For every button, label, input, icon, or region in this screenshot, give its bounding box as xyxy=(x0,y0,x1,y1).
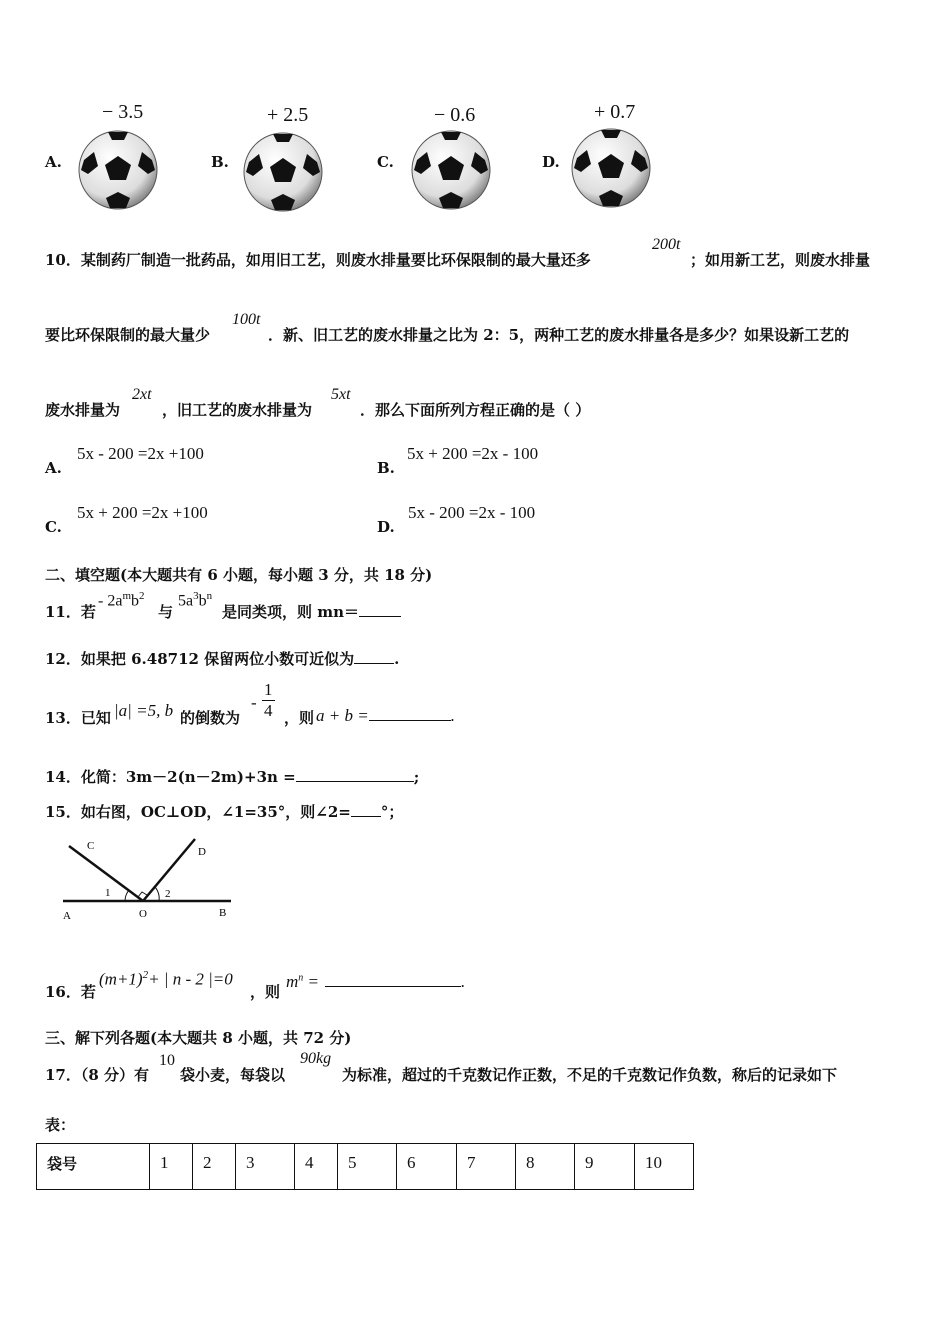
question-15 xyxy=(45,801,403,822)
q16-then: ，则 xyxy=(250,983,281,1001)
q11-exp3: 3 xyxy=(193,590,199,602)
question-14: 14．化简：3m－2(n－2m)+3n = ; xyxy=(45,768,420,786)
q13-expr-text: a + b = xyxy=(316,706,369,725)
option-c-label: C. xyxy=(377,153,394,171)
q12-answer-blank[interactable] xyxy=(354,649,394,664)
q10-option-c-eq: 5x + 200 =2x +100 xyxy=(77,503,208,522)
q10-sup1: 200t xyxy=(652,236,681,253)
label-d: D xyxy=(198,846,206,858)
q17-prefix: 17．（8 分）有 xyxy=(45,1066,150,1084)
table-row xyxy=(37,1144,694,1190)
q11-prefix: 11．若 xyxy=(45,603,96,621)
q13-mid: 的倒数为 xyxy=(180,709,241,727)
q11-term1-base: - 2a xyxy=(98,592,123,610)
option-d-label: D. xyxy=(542,153,560,171)
option-c-value: − 0.6 xyxy=(434,104,476,126)
label-1: 1 xyxy=(105,887,111,899)
option-d-value: + 0.7 xyxy=(594,101,636,123)
table-cell: 2 xyxy=(193,1144,236,1190)
q10-line1-a: 10．某制药厂制造一批药品，如用旧工艺，则废水排量要比环保限制的最大量还多 xyxy=(45,251,591,269)
q11-term2 xyxy=(178,590,212,610)
soccer-ball-icon xyxy=(411,130,491,210)
option-a-label: A. xyxy=(45,153,62,171)
table-cell: 6 xyxy=(397,1144,457,1190)
table-cell: 8 xyxy=(516,1144,575,1190)
table-cell: 9 xyxy=(575,1144,635,1190)
q10-option-b-label: B. xyxy=(377,459,395,477)
q11-exp4: n xyxy=(206,590,213,602)
soccer-ball-icon xyxy=(78,130,158,210)
q17-line2: 表： xyxy=(45,1116,76,1134)
table-cell: 1 xyxy=(150,1144,193,1190)
q10-line3-a: 废水排量为 xyxy=(45,401,121,419)
soccer-ball-icon xyxy=(571,128,651,208)
label-2: 2 xyxy=(165,888,171,900)
q13-numerator: 1 xyxy=(264,680,273,699)
q11-answer-blank[interactable] xyxy=(359,602,401,617)
label-a: A xyxy=(63,910,71,922)
table-cell: 3 xyxy=(236,1144,295,1190)
question-12: 12．如果把 6.48712 保留两位小数可近似为 . xyxy=(45,650,400,668)
q10-option-c-label: C. xyxy=(45,518,62,536)
q10-sup3: 2xt xyxy=(132,386,152,403)
angle-2-arc xyxy=(155,887,159,901)
q11-b2: b xyxy=(198,592,207,610)
q13-neg: - xyxy=(251,693,257,712)
table-cell: 7 xyxy=(457,1144,516,1190)
q10-option-a-label: A. xyxy=(45,459,62,477)
q13-abs: |a| =5, b xyxy=(114,701,174,720)
q16-expr-a: (m+1) xyxy=(99,969,143,989)
q14-answer-blank[interactable] xyxy=(296,767,414,782)
section-3-heading: 三、解下列各题(本大题共 8 小题，共 72 分) xyxy=(45,1029,352,1047)
q11-term1 xyxy=(98,590,145,610)
option-a-value: − 3.5 xyxy=(102,101,144,123)
label-b: B xyxy=(219,907,227,919)
q17-rest: 为标准，超过的千克数记作正数，不足的千克数记作负数，称后的记录如下 xyxy=(342,1066,838,1084)
q10-line2-b: ．新、旧工艺的废水排量之比为 2：5，两种工艺的废水排量各是多少？如果设新工艺的 xyxy=(268,326,850,344)
q11-exp2: 2 xyxy=(139,590,145,602)
q16-expr-b: + | n - 2 |=0 xyxy=(148,969,233,989)
q16-n: n xyxy=(298,972,304,984)
q15-end: °； xyxy=(380,803,404,821)
q13-expr: a + b = . xyxy=(316,706,455,725)
q11-term2-base: 5a xyxy=(178,592,194,610)
q10-option-d-label: D. xyxy=(377,518,395,536)
q16-power: $m^n$ = . xyxy=(286,972,466,991)
q10-sup2: 100t xyxy=(232,311,261,328)
table-cell: 10 xyxy=(635,1144,694,1190)
q17-sup2: 90kg xyxy=(300,1050,332,1067)
q16-eq: = xyxy=(307,972,320,991)
table-cell: 5 xyxy=(338,1144,397,1190)
q13-then: ，则 xyxy=(284,709,315,727)
q16-square: 2 xyxy=(142,969,149,981)
q16-answer-blank[interactable] xyxy=(325,972,461,987)
q12-text: 12．如果把 6.48712 保留两位小数可近似为 xyxy=(45,650,355,668)
q10-line2-a: 要比环保限制的最大量少 xyxy=(45,326,211,344)
q10-sup4: 5xt xyxy=(331,386,351,403)
label-o: O xyxy=(139,908,147,920)
q15-text: 15．如右图，OC⊥OD，∠1=35°，则∠2= xyxy=(45,803,351,821)
q10-option-a-eq: 5x - 200 =2x +100 xyxy=(77,444,204,463)
bag-table xyxy=(36,1143,694,1190)
q10-line3-b: ，旧工艺的废水排量为 xyxy=(162,401,313,419)
option-b-label: B. xyxy=(211,153,229,171)
section-2-heading: 二、填空题(本大题共有 6 小题，每小题 3 分，共 18 分) xyxy=(45,566,433,584)
table-header-cell: 袋号 xyxy=(37,1144,150,1190)
q10-option-b-eq: 5x + 200 =2x - 100 xyxy=(407,444,539,463)
q16-prefix: 16．若 xyxy=(45,983,96,1001)
q13-fraction xyxy=(262,680,275,721)
option-b-value: + 2.5 xyxy=(267,104,309,126)
q16-m: m xyxy=(286,972,299,991)
q17-mid: 袋小麦，每袋以 xyxy=(180,1066,286,1084)
q13-answer-blank[interactable] xyxy=(369,706,451,721)
angle-1-arc xyxy=(125,890,129,901)
q11-suffix xyxy=(222,601,401,622)
table-cell: 4 xyxy=(295,1144,338,1190)
q14-text: 14．化简：3m－2(n－2m)+3n = xyxy=(45,768,296,786)
q17-sup1: 10 xyxy=(159,1052,175,1069)
label-c: C xyxy=(87,840,95,852)
q11-end: 是同类项，则 mn＝ xyxy=(222,603,360,621)
q10-line1-b: ；如用新工艺，则废水排量 xyxy=(690,251,871,269)
q13-denominator: 4 xyxy=(264,701,273,720)
q11-mid: 与 xyxy=(158,603,174,621)
q11-exp1: m xyxy=(122,590,131,602)
q16-expr xyxy=(99,969,233,990)
q11-b1: b xyxy=(131,592,139,610)
q15-answer-blank[interactable] xyxy=(351,802,381,817)
angle-figure xyxy=(55,835,245,927)
q10-line3-c: ．那么下面所列方程正确的是（ ） xyxy=(360,401,591,419)
soccer-ball-icon xyxy=(243,132,323,212)
q10-option-d-eq: 5x - 200 =2x - 100 xyxy=(408,503,536,522)
q13-prefix: 13．已知 xyxy=(45,709,111,727)
